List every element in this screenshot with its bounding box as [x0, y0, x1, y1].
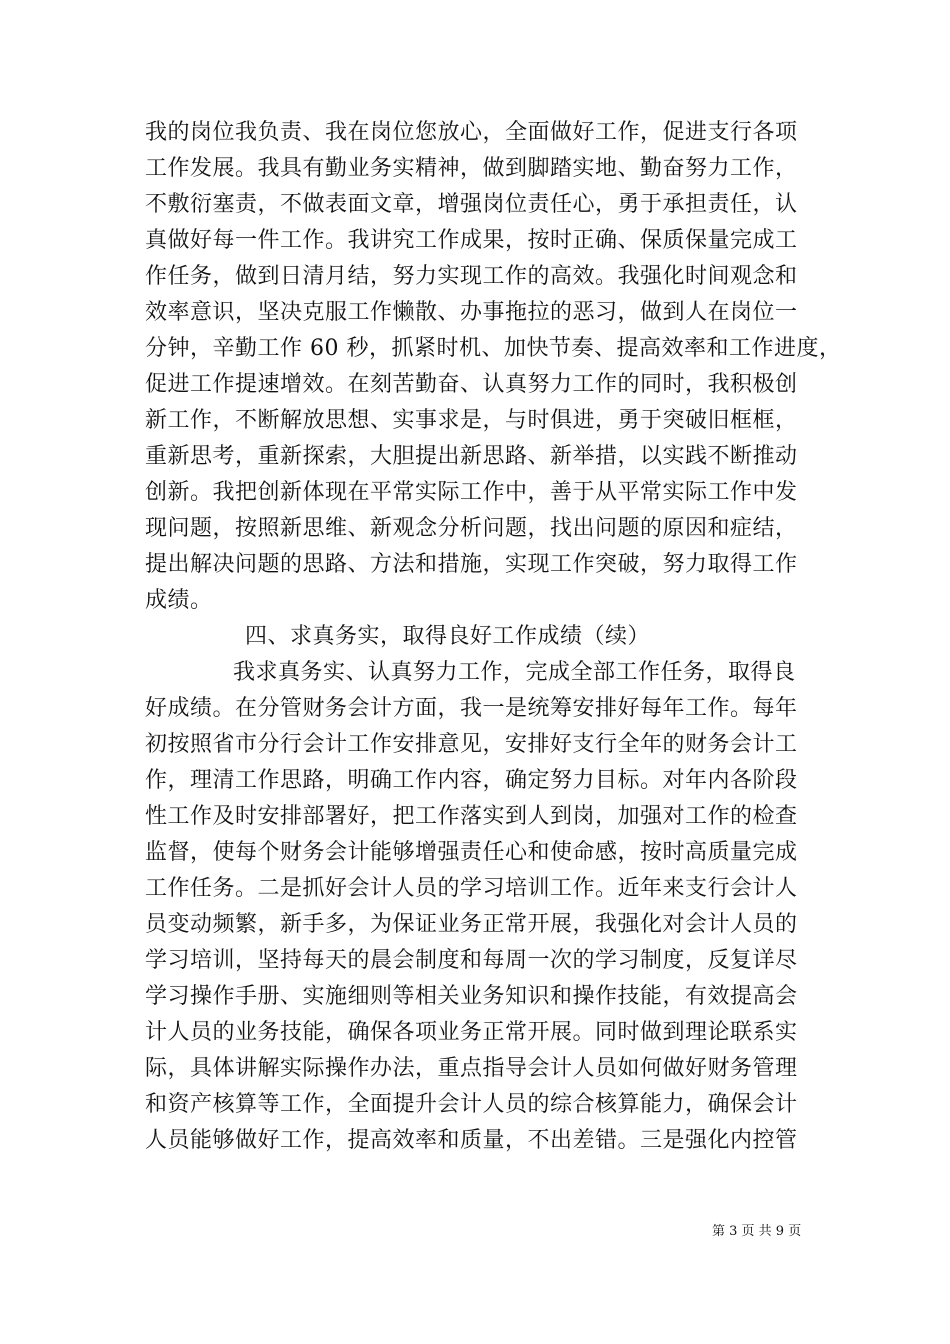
text-line: 监督，使每个财务会计能够增强责任心和使命感，按时高质量完成 — [145, 840, 798, 865]
text-line: 初按照省市分行会计工作安排意见，安排好支行全年的财务会计工 — [145, 732, 798, 757]
text-line: 好成绩。在分管财务会计方面，我一是统筹安排好每年工作。每年 — [145, 696, 798, 721]
text-line: 创新。我把创新体现在平常实际工作中，善于从平常实际工作中发 — [145, 480, 798, 505]
text-line: 促进工作提速增效。在刻苦勤奋、认真努力工作的同时，我积极创 — [145, 372, 798, 397]
text-line: 作任务，做到日清月结，努力实现工作的高效。我强化时间观念和 — [145, 264, 798, 289]
paragraph-first-line: 我求真务实、认真努力工作，完成全部工作任务，取得良 — [233, 660, 796, 685]
text-line: 提出解决问题的思路、方法和措施，实现工作突破，努力取得工作 — [145, 552, 798, 577]
text-line: 计人员的业务技能，确保各项业务正常开展。同时做到理论联系实 — [145, 1020, 798, 1045]
page-number: 第 3 页 共 9 页 — [712, 1224, 802, 1239]
text-line: 重新思考，重新探索，大胆提出新思路、新举措，以实践不断推动 — [145, 444, 798, 469]
text-line: 际，具体讲解实际操作办法，重点指导会计人员如何做好财务管理 — [145, 1056, 798, 1081]
text-line: 不敷衍塞责，不做表面文章，增强岗位责任心，勇于承担责任，认 — [145, 192, 798, 217]
text-line: 分钟，辛勤工作 60 秒，抓紧时机、加快节奏、提高效率和工作进度， — [145, 336, 842, 361]
text-line: 性工作及时安排部署好，把工作落实到人到岗，加强对工作的检查 — [145, 804, 798, 829]
text-line: 和资产核算等工作，全面提升会计人员的综合核算能力，确保会计 — [145, 1092, 798, 1117]
text-line: 效率意识，坚决克服工作懒散、办事拖拉的恶习，做到人在岗位一 — [145, 300, 798, 325]
text-line: 工作任务。二是抓好会计人员的学习培训工作。近年来支行会计人 — [145, 876, 798, 901]
text-line: 我的岗位我负责、我在岗位您放心，全面做好工作，促进支行各项 — [145, 120, 798, 145]
text-line: 工作发展。我具有勤业务实精神，做到脚踏实地、勤奋努力工作， — [145, 156, 798, 181]
text-line: 成绩。 — [145, 588, 213, 613]
text-line: 人员能够做好工作，提高效率和质量，不出差错。三是强化内控管 — [145, 1128, 798, 1153]
text-line: 作，理清工作思路，明确工作内容，确定努力目标。对年内各阶段 — [145, 768, 798, 793]
text-line: 新工作，不断解放思想、实事求是，与时俱进，勇于突破旧框框， — [145, 408, 798, 433]
section-heading: 四、求真务实，取得良好工作成绩（续） — [245, 624, 651, 649]
text-line: 学习操作手册、实施细则等相关业务知识和操作技能，有效提高会 — [145, 984, 798, 1009]
text-line: 学习培训，坚持每天的晨会制度和每周一次的学习制度，反复详尽 — [145, 948, 798, 973]
text-line: 真做好每一件工作。我讲究工作成果，按时正确、保质保量完成工 — [145, 228, 798, 253]
text-line: 现问题，按照新思维、新观念分析问题，找出问题的原因和症结， — [145, 516, 798, 541]
text-line: 员变动频繁，新手多，为保证业务正常开展，我强化对会计人员的 — [145, 912, 798, 937]
